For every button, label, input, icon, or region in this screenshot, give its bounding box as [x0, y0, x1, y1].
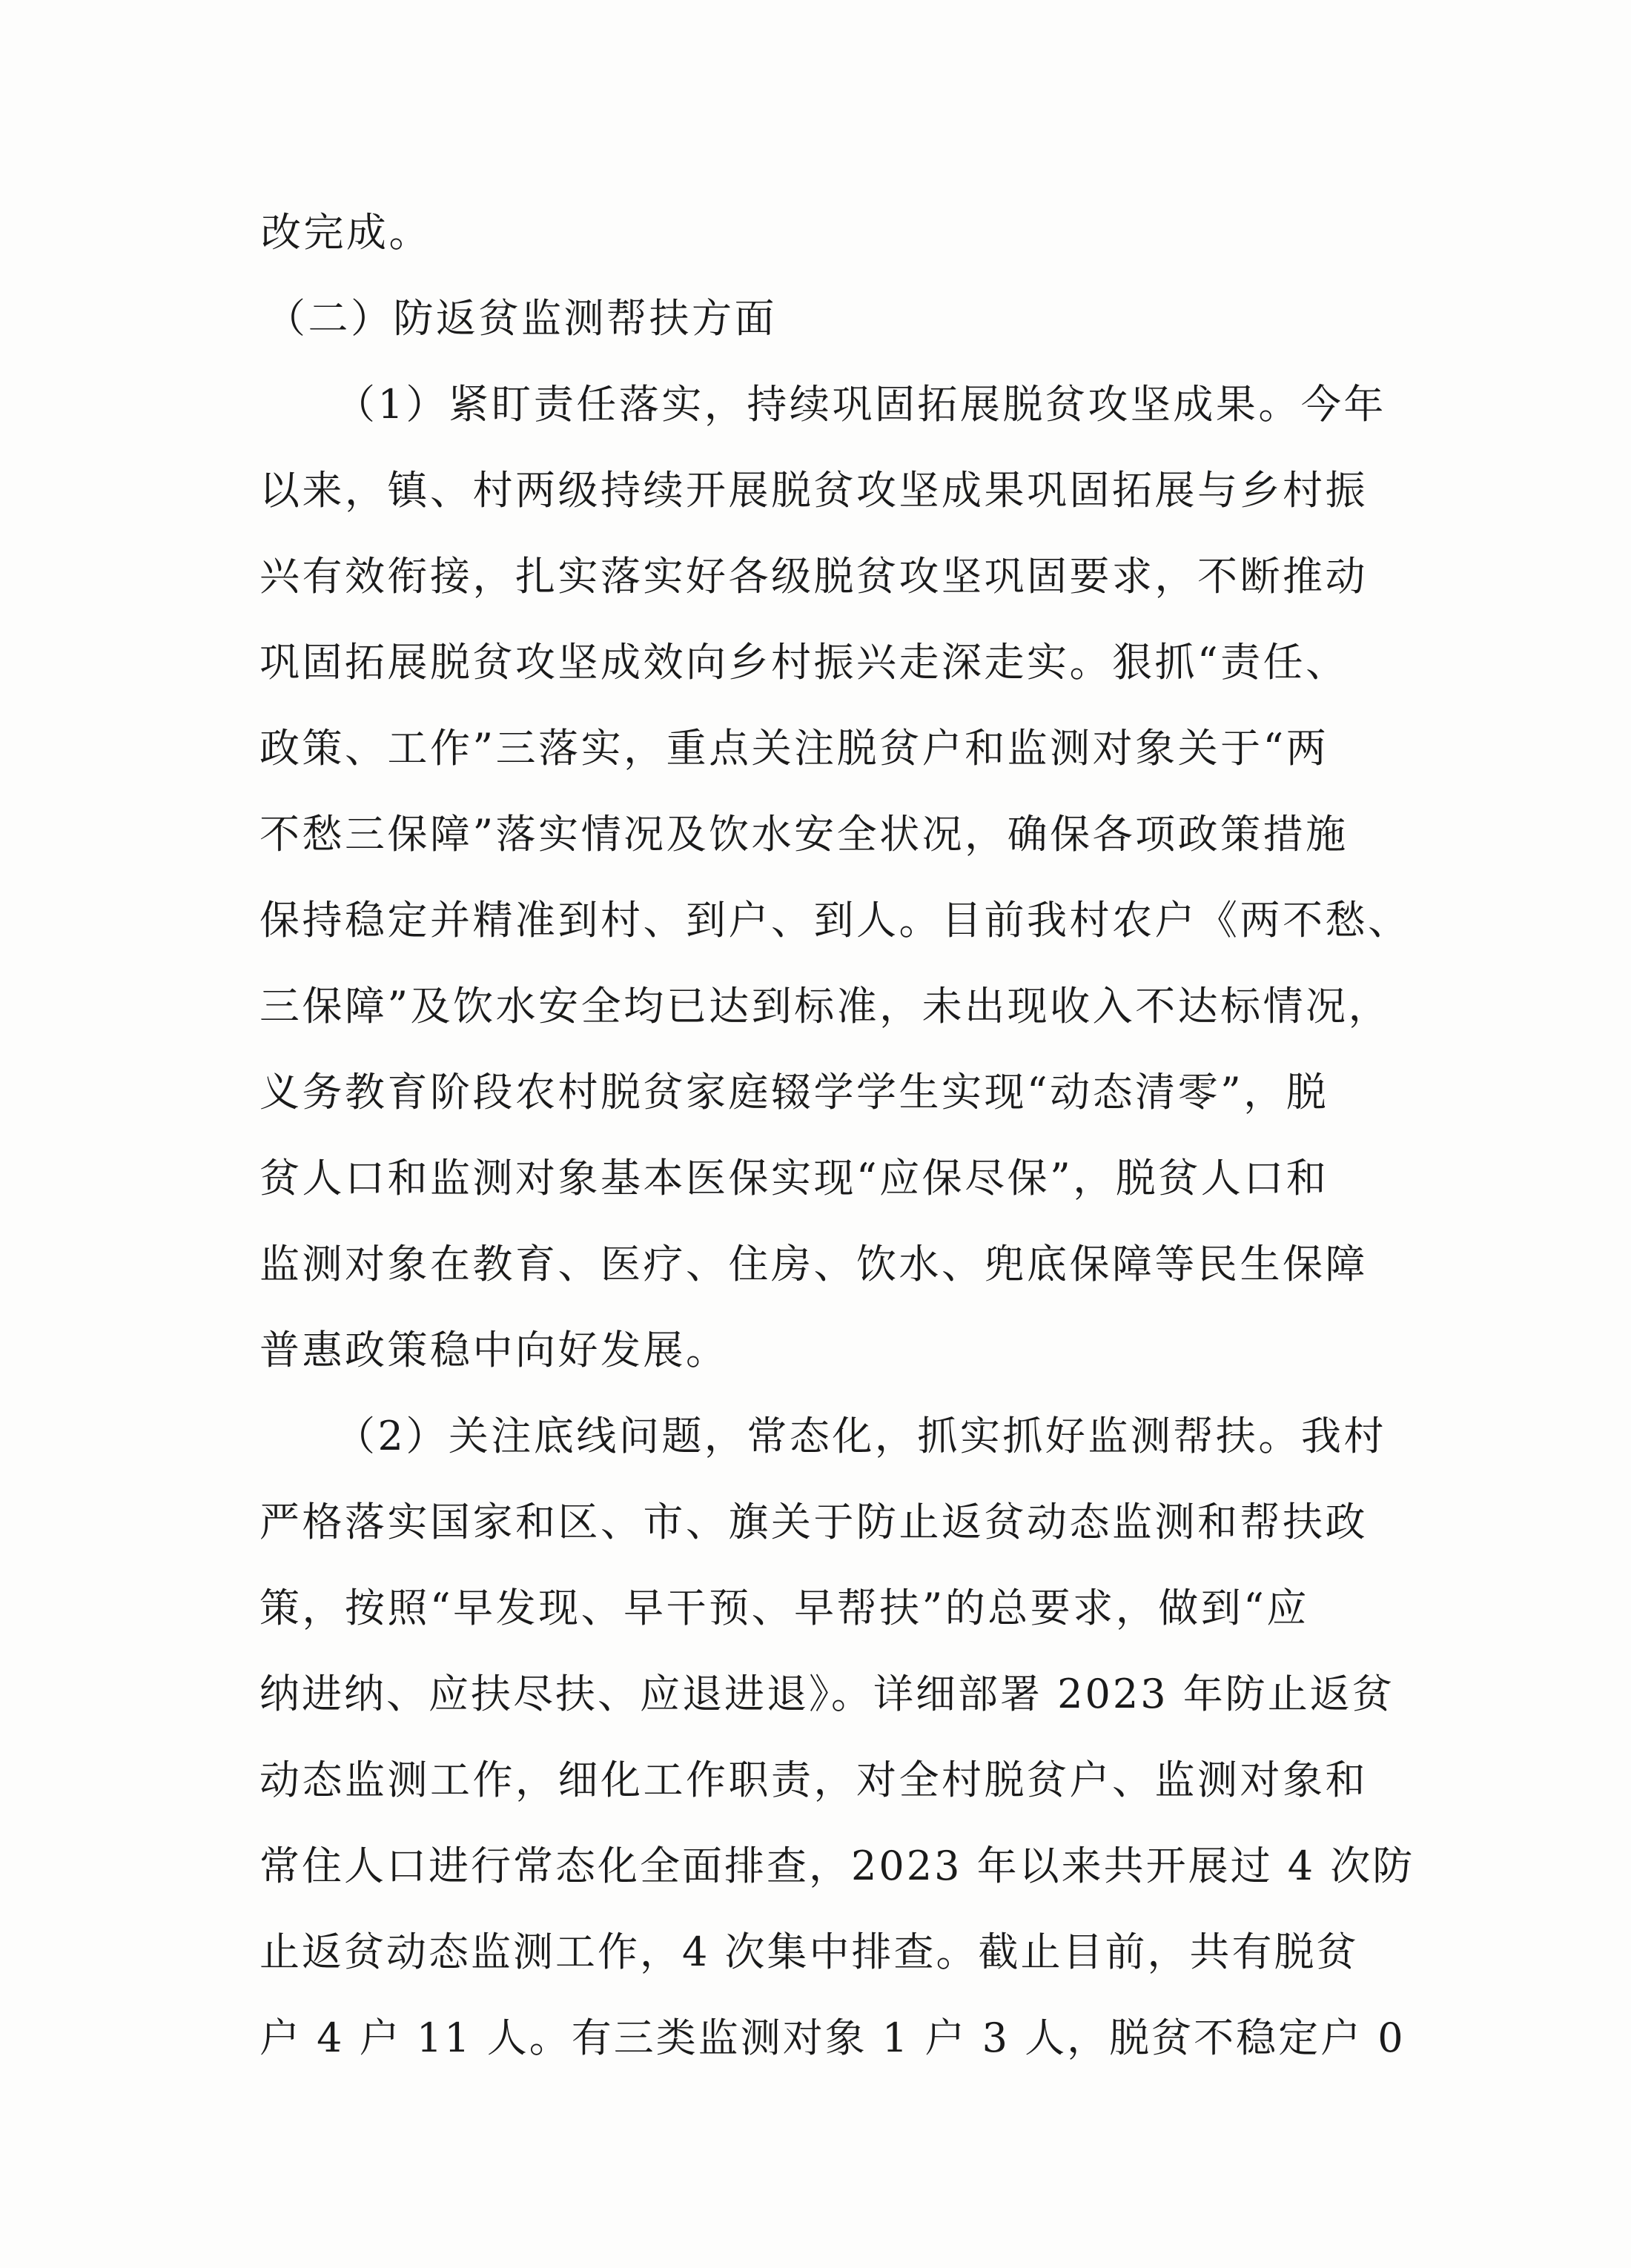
text-line: 常住人口进行常态化全面排查，2023 年以来共开展过 4 次防	[259, 1843, 1415, 1889]
text-line: 政策、工作”三落实，重点关注脱贫户和监测对象关于“两	[259, 725, 1329, 772]
text-line: 改完成。	[261, 209, 431, 256]
text-line: 动态监测工作，细化工作职责，对全村脱贫户、监测对象和	[259, 1757, 1368, 1803]
text-line: 以来，镇、村两级持续开展脱贫攻坚成果巩固拓展与乡村振	[259, 467, 1368, 514]
text-line: 不愁三保障”落实情况及饮水安全状况，确保各项政策措施	[259, 811, 1349, 858]
section-heading: （二）防返贫监测帮扶方面	[265, 295, 777, 342]
document-body	[259, 190, 1416, 2081]
text-line: 监测对象在教育、医疗、住房、饮水、兜底保障等民生保障	[259, 1241, 1368, 1287]
text-line: 严格落实国家和区、市、旗关于防止返贫动态监测和帮扶政	[259, 1499, 1368, 1545]
paragraph-first-line: （2）关注底线问题，常态化，抓实抓好监测帮扶。我村	[335, 1413, 1386, 1459]
text-line: 三保障”及饮水安全均已达到标准，未出现收入不达标情况，	[259, 983, 1392, 1029]
text-line: 户 4 户 11 人。有三类监测对象 1 户 3 人，脱贫不稳定户 0	[259, 2015, 1406, 2061]
text-line: 保持稳定并精准到村、到户、到人。目前我村农户《两不愁、	[259, 897, 1411, 944]
text-line: 策，按照“早发现、早干预、早帮扶”的总要求，做到“应	[259, 1585, 1309, 1631]
text-line: 贫人口和监测对象基本医保实现“应保尽保”，脱贫人口和	[259, 1155, 1329, 1201]
text-line: 普惠政策稳中向好发展。	[259, 1327, 729, 1373]
text-line: 纳进纳、应扶尽扶、应退进退》。详细部署 2023 年防止返贫	[259, 1671, 1395, 1717]
text-line: 止返贫动态监测工作，4 次集中排查。截止目前，共有脱贫	[259, 1929, 1359, 1975]
text-line: 兴有效衔接，扎实落实好各级脱贫攻坚巩固要求，不断推动	[259, 553, 1368, 600]
text-line: 义务教育阶段农村脱贫家庭辍学学生实现“动态清零”，脱	[259, 1069, 1329, 1115]
text-line: 巩固拓展脱贫攻坚成效向乡村振兴走深走实。狠抓“责任、	[259, 639, 1349, 686]
paragraph-first-line: （1）紧盯责任落实，持续巩固拓展脱贫攻坚成果。今年	[335, 381, 1386, 428]
